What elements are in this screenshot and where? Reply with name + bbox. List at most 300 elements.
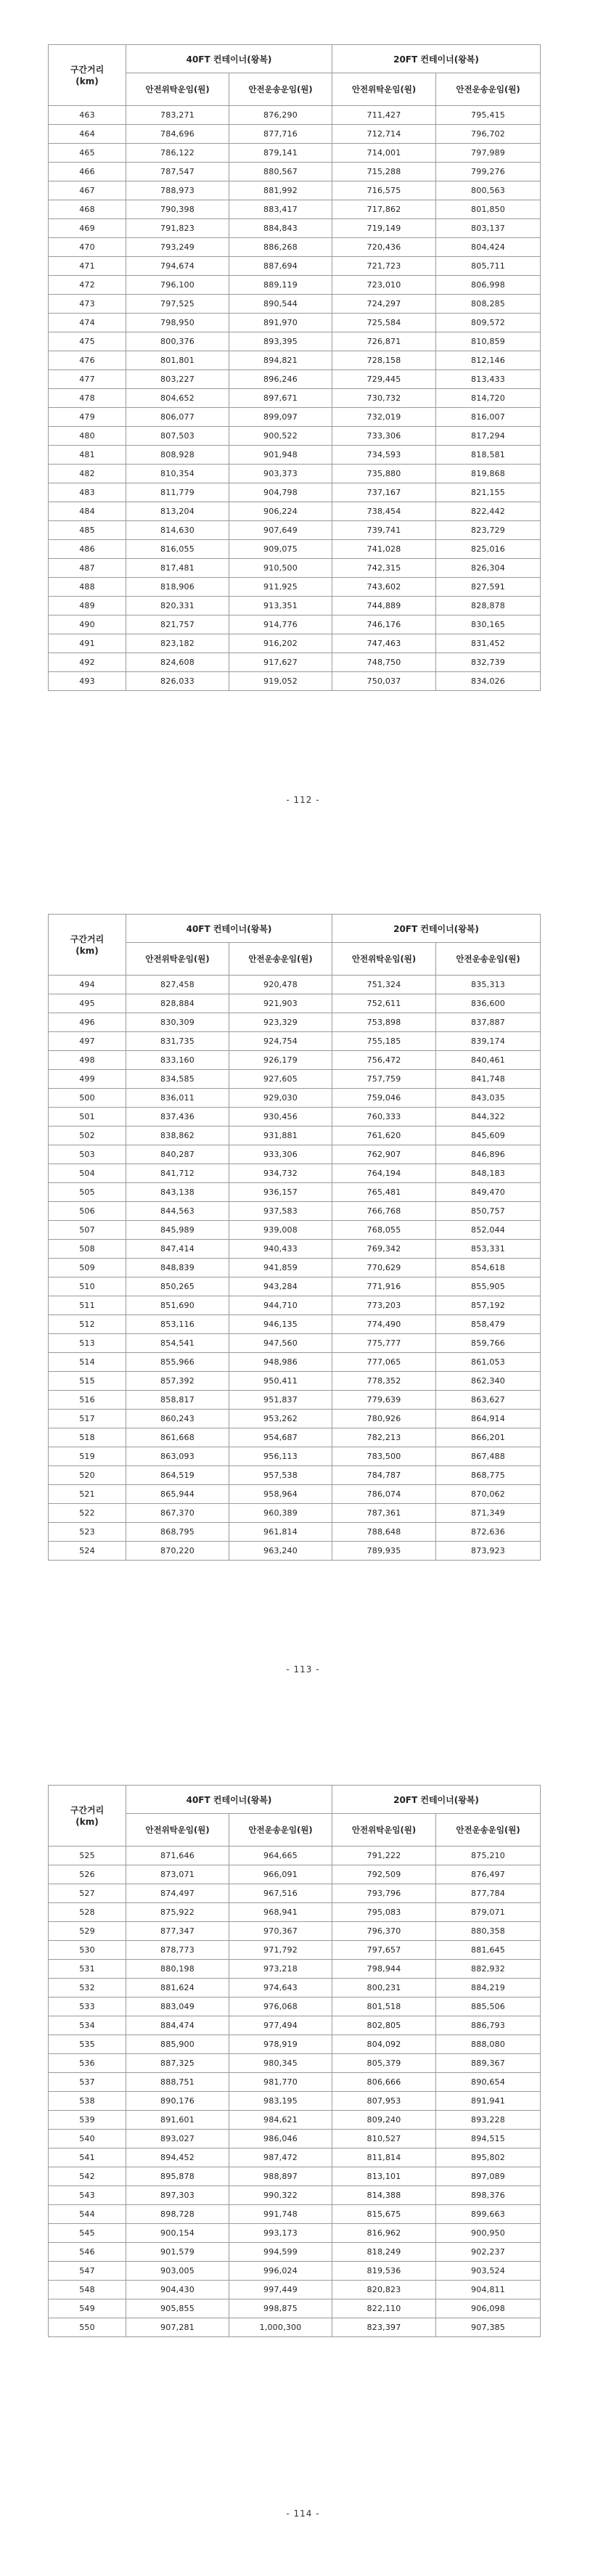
ft40-commission-cell: 863,093 xyxy=(126,1447,229,1466)
ft40-transport-cell: 911,925 xyxy=(229,578,332,597)
distance-cell: 506 xyxy=(49,1202,126,1221)
ft40-transport-cell: 974,643 xyxy=(229,1979,332,1998)
ft40-commission-cell: 864,519 xyxy=(126,1466,229,1485)
ft40-commission-cell: 888,751 xyxy=(126,2073,229,2092)
page-number: - 112 - xyxy=(286,795,320,805)
ft20-commission-cell: 780,926 xyxy=(332,1410,436,1428)
distance-cell: 475 xyxy=(49,332,126,351)
ft40-transport-cell: 904,798 xyxy=(229,483,332,502)
distance-cell: 474 xyxy=(49,314,126,332)
ft20-commission-cell: 809,240 xyxy=(332,2111,436,2130)
ft40-transport-cell: 917,627 xyxy=(229,653,332,672)
ft20-transport-cell: 804,424 xyxy=(436,238,541,257)
ft20-commission-cell: 779,639 xyxy=(332,1391,436,1410)
table-row xyxy=(49,2035,541,2054)
ft20-commission-cell: 732,019 xyxy=(332,408,436,427)
distance-cell: 520 xyxy=(49,1466,126,1485)
table-row xyxy=(49,1847,541,1865)
ft20-transport-cell: 858,479 xyxy=(436,1315,541,1334)
table-row xyxy=(49,106,541,125)
distance-cell: 527 xyxy=(49,1884,126,1903)
ft40-transport-cell: 1,000,300 xyxy=(229,2318,332,2337)
distance-cell: 486 xyxy=(49,540,126,559)
ft20-transport-cell: 831,452 xyxy=(436,634,541,653)
header-20ft: 20FT 컨테이너(왕복) xyxy=(332,915,541,943)
ft40-commission-cell: 820,331 xyxy=(126,597,229,616)
distance-header xyxy=(49,915,126,976)
ft40-transport-cell: 900,522 xyxy=(229,427,332,446)
distance-cell: 539 xyxy=(49,2111,126,2130)
ft20-transport-cell: 898,376 xyxy=(436,2186,541,2205)
ft40-commission-cell: 834,585 xyxy=(126,1070,229,1089)
table-row xyxy=(49,1032,541,1051)
ft40-commission-cell: 831,735 xyxy=(126,1032,229,1051)
ft20-transport-cell: 806,998 xyxy=(436,276,541,295)
ft20-transport-cell: 814,720 xyxy=(436,389,541,408)
ft40-commission-cell: 814,630 xyxy=(126,521,229,540)
ft20-commission-cell: 723,010 xyxy=(332,276,436,295)
ft20-transport-cell: 813,433 xyxy=(436,370,541,389)
ft20-commission-cell: 725,584 xyxy=(332,314,436,332)
table-row xyxy=(49,1127,541,1145)
ft40-transport-cell: 990,322 xyxy=(229,2186,332,2205)
distance-header-label: 구간거리 xyxy=(70,64,105,75)
ft20-commission-cell: 753,898 xyxy=(332,1013,436,1032)
distance-cell: 517 xyxy=(49,1410,126,1428)
ft20-transport-cell: 876,497 xyxy=(436,1865,541,1884)
table-row xyxy=(49,1164,541,1183)
ft40-commission-cell: 798,950 xyxy=(126,314,229,332)
ft40-transport-cell: 937,583 xyxy=(229,1202,332,1221)
ft40-commission-cell: 827,458 xyxy=(126,976,229,994)
ft40-commission-cell: 800,376 xyxy=(126,332,229,351)
header-40ft-transport: 안전운송운임(원) xyxy=(229,943,332,976)
distance-cell: 498 xyxy=(49,1051,126,1070)
table-row xyxy=(49,597,541,616)
ft20-commission-cell: 823,397 xyxy=(332,2318,436,2337)
distance-cell: 503 xyxy=(49,1145,126,1164)
ft40-commission-cell: 890,176 xyxy=(126,2092,229,2111)
ft40-commission-cell: 860,243 xyxy=(126,1410,229,1428)
header-40ft: 40FT 컨테이너(왕복) xyxy=(126,915,332,943)
ft20-transport-cell: 797,989 xyxy=(436,144,541,163)
ft20-commission-cell: 782,213 xyxy=(332,1428,436,1447)
distance-cell: 489 xyxy=(49,597,126,616)
ft40-commission-cell: 788,973 xyxy=(126,181,229,200)
ft40-transport-cell: 978,919 xyxy=(229,2035,332,2054)
table-row xyxy=(49,1315,541,1334)
ft20-commission-cell: 747,463 xyxy=(332,634,436,653)
ft20-commission-cell: 757,759 xyxy=(332,1070,436,1089)
ft20-transport-cell: 888,080 xyxy=(436,2035,541,2054)
ft20-commission-cell: 814,388 xyxy=(332,2186,436,2205)
distance-cell: 521 xyxy=(49,1485,126,1504)
table-row xyxy=(49,1051,541,1070)
distance-cell: 537 xyxy=(49,2073,126,2092)
ft20-transport-cell: 817,294 xyxy=(436,427,541,446)
ft20-transport-cell: 825,016 xyxy=(436,540,541,559)
rate-table-page-114 xyxy=(48,1785,541,2337)
ft20-transport-cell: 895,802 xyxy=(436,2148,541,2167)
ft20-transport-cell: 872,636 xyxy=(436,1523,541,1542)
ft40-commission-cell: 807,503 xyxy=(126,427,229,446)
header-40ft-commission: 안전위탁운임(원) xyxy=(126,73,229,106)
ft20-commission-cell: 775,777 xyxy=(332,1334,436,1353)
ft20-commission-cell: 770,629 xyxy=(332,1259,436,1277)
ft20-commission-cell: 773,203 xyxy=(332,1296,436,1315)
ft20-commission-cell: 797,657 xyxy=(332,1941,436,1960)
table-row xyxy=(49,2167,541,2186)
table-row xyxy=(49,389,541,408)
table-row xyxy=(49,2092,541,2111)
table-row xyxy=(49,1542,541,1561)
table-row xyxy=(49,1960,541,1979)
ft20-transport-cell: 903,524 xyxy=(436,2262,541,2281)
ft40-commission-cell: 883,049 xyxy=(126,1998,229,2016)
distance-cell: 540 xyxy=(49,2130,126,2148)
ft40-commission-cell: 847,414 xyxy=(126,1240,229,1259)
table-row xyxy=(49,2299,541,2318)
table-row xyxy=(49,578,541,597)
table-row xyxy=(49,125,541,144)
ft20-transport-cell: 890,654 xyxy=(436,2073,541,2092)
ft20-transport-cell: 857,192 xyxy=(436,1296,541,1315)
distance-cell: 469 xyxy=(49,219,126,238)
table-row xyxy=(49,1447,541,1466)
ft20-commission-cell: 818,249 xyxy=(332,2243,436,2262)
table-row xyxy=(49,2186,541,2205)
distance-cell: 526 xyxy=(49,1865,126,1884)
ft20-commission-cell: 819,536 xyxy=(332,2262,436,2281)
ft40-commission-cell: 848,839 xyxy=(126,1259,229,1277)
distance-cell: 534 xyxy=(49,2016,126,2035)
ft40-commission-cell: 786,122 xyxy=(126,144,229,163)
ft20-transport-cell: 904,811 xyxy=(436,2281,541,2299)
table-row xyxy=(49,616,541,634)
ft40-transport-cell: 960,389 xyxy=(229,1504,332,1523)
ft20-commission-cell: 811,814 xyxy=(332,2148,436,2167)
ft40-commission-cell: 824,608 xyxy=(126,653,229,672)
distance-cell: 532 xyxy=(49,1979,126,1998)
ft40-commission-cell: 790,398 xyxy=(126,200,229,219)
distance-cell: 471 xyxy=(49,257,126,276)
ft40-transport-cell: 929,030 xyxy=(229,1089,332,1108)
ft20-commission-cell: 788,648 xyxy=(332,1523,436,1542)
distance-cell: 490 xyxy=(49,616,126,634)
ft40-transport-cell: 941,859 xyxy=(229,1259,332,1277)
table-row xyxy=(49,1334,541,1353)
ft20-transport-cell: 810,859 xyxy=(436,332,541,351)
distance-cell: 496 xyxy=(49,1013,126,1032)
ft40-transport-cell: 890,544 xyxy=(229,295,332,314)
table-row xyxy=(49,502,541,521)
table-row xyxy=(49,1485,541,1504)
distance-cell: 488 xyxy=(49,578,126,597)
distance-cell: 491 xyxy=(49,634,126,653)
ft20-commission-cell: 743,602 xyxy=(332,578,436,597)
ft40-commission-cell: 881,624 xyxy=(126,1979,229,1998)
ft20-transport-cell: 836,600 xyxy=(436,994,541,1013)
ft40-transport-cell: 947,560 xyxy=(229,1334,332,1353)
ft20-transport-cell: 839,174 xyxy=(436,1032,541,1051)
ft40-transport-cell: 981,770 xyxy=(229,2073,332,2092)
table-row xyxy=(49,1391,541,1410)
ft20-commission-cell: 715,288 xyxy=(332,163,436,181)
ft20-transport-cell: 873,923 xyxy=(436,1542,541,1561)
ft40-commission-cell: 787,547 xyxy=(126,163,229,181)
table-row xyxy=(49,1922,541,1941)
ft40-commission-cell: 843,138 xyxy=(126,1183,229,1202)
distance-cell: 531 xyxy=(49,1960,126,1979)
ft40-transport-cell: 996,024 xyxy=(229,2262,332,2281)
ft20-commission-cell: 726,871 xyxy=(332,332,436,351)
ft40-commission-cell: 858,817 xyxy=(126,1391,229,1410)
ft20-transport-cell: 866,201 xyxy=(436,1428,541,1447)
distance-cell: 504 xyxy=(49,1164,126,1183)
ft20-transport-cell: 886,793 xyxy=(436,2016,541,2035)
ft40-commission-cell: 903,005 xyxy=(126,2262,229,2281)
ft20-commission-cell: 800,231 xyxy=(332,1979,436,1998)
ft20-transport-cell: 796,702 xyxy=(436,125,541,144)
table-row xyxy=(49,1183,541,1202)
table-row xyxy=(49,1145,541,1164)
ft40-commission-cell: 884,474 xyxy=(126,2016,229,2035)
ft20-commission-cell: 813,101 xyxy=(332,2167,436,2186)
table-row xyxy=(49,276,541,295)
distance-cell: 541 xyxy=(49,2148,126,2167)
distance-cell: 524 xyxy=(49,1542,126,1561)
ft20-commission-cell: 796,370 xyxy=(332,1922,436,1941)
distance-header xyxy=(49,45,126,106)
distance-cell: 463 xyxy=(49,106,126,125)
ft20-commission-cell: 769,342 xyxy=(332,1240,436,1259)
table-row xyxy=(49,2130,541,2148)
distance-cell: 515 xyxy=(49,1372,126,1391)
ft20-commission-cell: 711,427 xyxy=(332,106,436,125)
distance-cell: 495 xyxy=(49,994,126,1013)
ft20-transport-cell: 835,313 xyxy=(436,976,541,994)
header-20ft-commission: 안전위탁운임(원) xyxy=(332,943,436,976)
ft20-transport-cell: 805,711 xyxy=(436,257,541,276)
ft20-transport-cell: 834,026 xyxy=(436,672,541,691)
ft40-transport-cell: 887,694 xyxy=(229,257,332,276)
distance-cell: 478 xyxy=(49,389,126,408)
ft40-transport-cell: 984,621 xyxy=(229,2111,332,2130)
ft20-commission-cell: 724,297 xyxy=(332,295,436,314)
ft20-transport-cell: 853,331 xyxy=(436,1240,541,1259)
table-row xyxy=(49,1070,541,1089)
ft20-transport-cell: 900,950 xyxy=(436,2224,541,2243)
distance-cell: 499 xyxy=(49,1070,126,1089)
ft40-commission-cell: 898,728 xyxy=(126,2205,229,2224)
ft40-commission-cell: 796,100 xyxy=(126,276,229,295)
ft20-commission-cell: 717,862 xyxy=(332,200,436,219)
distance-cell: 510 xyxy=(49,1277,126,1296)
distance-cell: 543 xyxy=(49,2186,126,2205)
ft20-commission-cell: 712,714 xyxy=(332,125,436,144)
ft20-commission-cell: 806,666 xyxy=(332,2073,436,2092)
ft40-commission-cell: 808,928 xyxy=(126,446,229,465)
ft20-commission-cell: 771,916 xyxy=(332,1277,436,1296)
distance-cell: 470 xyxy=(49,238,126,257)
table-row xyxy=(49,238,541,257)
page-number: - 114 - xyxy=(286,2508,320,2519)
ft40-commission-cell: 784,696 xyxy=(126,125,229,144)
table-row xyxy=(49,1202,541,1221)
ft40-transport-cell: 876,290 xyxy=(229,106,332,125)
header-40ft-transport: 안전운송운임(원) xyxy=(229,1814,332,1847)
ft20-commission-cell: 739,741 xyxy=(332,521,436,540)
table-row xyxy=(49,465,541,483)
ft20-transport-cell: 827,591 xyxy=(436,578,541,597)
table-row xyxy=(49,427,541,446)
ft40-transport-cell: 961,814 xyxy=(229,1523,332,1542)
ft20-transport-cell: 849,470 xyxy=(436,1183,541,1202)
ft40-commission-cell: 840,287 xyxy=(126,1145,229,1164)
ft40-transport-cell: 919,052 xyxy=(229,672,332,691)
ft20-commission-cell: 764,194 xyxy=(332,1164,436,1183)
table-row xyxy=(49,1240,541,1259)
ft20-transport-cell: 882,932 xyxy=(436,1960,541,1979)
ft40-transport-cell: 934,732 xyxy=(229,1164,332,1183)
ft40-commission-cell: 845,989 xyxy=(126,1221,229,1240)
ft20-transport-cell: 855,905 xyxy=(436,1277,541,1296)
ft20-transport-cell: 854,618 xyxy=(436,1259,541,1277)
table-row xyxy=(49,1296,541,1315)
table-row xyxy=(49,559,541,578)
distance-cell: 507 xyxy=(49,1221,126,1240)
distance-cell: 522 xyxy=(49,1504,126,1523)
table-row xyxy=(49,1903,541,1922)
ft40-commission-cell: 857,392 xyxy=(126,1372,229,1391)
ft20-transport-cell: 891,941 xyxy=(436,2092,541,2111)
ft20-commission-cell: 746,176 xyxy=(332,616,436,634)
ft40-transport-cell: 977,494 xyxy=(229,2016,332,2035)
ft40-commission-cell: 865,944 xyxy=(126,1485,229,1504)
ft40-transport-cell: 967,516 xyxy=(229,1884,332,1903)
ft40-commission-cell: 891,601 xyxy=(126,2111,229,2130)
ft40-commission-cell: 854,541 xyxy=(126,1334,229,1353)
ft40-commission-cell: 821,757 xyxy=(126,616,229,634)
ft40-commission-cell: 853,116 xyxy=(126,1315,229,1334)
ft40-transport-cell: 897,671 xyxy=(229,389,332,408)
distance-cell: 477 xyxy=(49,370,126,389)
ft40-transport-cell: 968,941 xyxy=(229,1903,332,1922)
table-row xyxy=(49,1410,541,1428)
ft40-commission-cell: 887,325 xyxy=(126,2054,229,2073)
ft20-commission-cell: 778,352 xyxy=(332,1372,436,1391)
ft20-transport-cell: 830,165 xyxy=(436,616,541,634)
table-row xyxy=(49,521,541,540)
ft20-commission-cell: 730,732 xyxy=(332,389,436,408)
ft40-transport-cell: 963,240 xyxy=(229,1542,332,1561)
ft20-transport-cell: 906,098 xyxy=(436,2299,541,2318)
distance-cell: 508 xyxy=(49,1240,126,1259)
ft20-transport-cell: 837,887 xyxy=(436,1013,541,1032)
distance-cell: 467 xyxy=(49,181,126,200)
header-20ft-transport: 안전운송운임(원) xyxy=(436,73,541,106)
ft20-transport-cell: 902,237 xyxy=(436,2243,541,2262)
ft20-commission-cell: 733,306 xyxy=(332,427,436,446)
table-row xyxy=(49,2224,541,2243)
ft20-transport-cell: 880,358 xyxy=(436,1922,541,1941)
ft20-transport-cell: 889,367 xyxy=(436,2054,541,2073)
table-row xyxy=(49,2016,541,2035)
distance-cell: 547 xyxy=(49,2262,126,2281)
table-row xyxy=(49,257,541,276)
distance-cell: 525 xyxy=(49,1847,126,1865)
ft20-commission-cell: 744,889 xyxy=(332,597,436,616)
ft40-commission-cell: 826,033 xyxy=(126,672,229,691)
ft40-transport-cell: 971,792 xyxy=(229,1941,332,1960)
table-body xyxy=(49,1847,541,2337)
ft40-commission-cell: 871,646 xyxy=(126,1847,229,1865)
ft40-transport-cell: 910,500 xyxy=(229,559,332,578)
ft20-commission-cell: 729,445 xyxy=(332,370,436,389)
distance-cell: 494 xyxy=(49,976,126,994)
ft40-commission-cell: 894,452 xyxy=(126,2148,229,2167)
table-row xyxy=(49,2318,541,2337)
ft40-commission-cell: 838,862 xyxy=(126,1127,229,1145)
header-20ft-transport: 안전운송운임(원) xyxy=(436,943,541,976)
distance-cell: 480 xyxy=(49,427,126,446)
distance-cell: 497 xyxy=(49,1032,126,1051)
ft40-commission-cell: 870,220 xyxy=(126,1542,229,1561)
ft20-transport-cell: 877,784 xyxy=(436,1884,541,1903)
ft20-commission-cell: 786,074 xyxy=(332,1485,436,1504)
table-row xyxy=(49,144,541,163)
ft20-transport-cell: 870,062 xyxy=(436,1485,541,1504)
ft20-commission-cell: 719,149 xyxy=(332,219,436,238)
distance-cell: 464 xyxy=(49,125,126,144)
distance-header xyxy=(49,1786,126,1847)
ft40-commission-cell: 817,481 xyxy=(126,559,229,578)
ft20-transport-cell: 861,053 xyxy=(436,1353,541,1372)
ft40-transport-cell: 923,329 xyxy=(229,1013,332,1032)
ft40-transport-cell: 914,776 xyxy=(229,616,332,634)
table-row xyxy=(49,994,541,1013)
ft40-transport-cell: 907,649 xyxy=(229,521,332,540)
ft40-commission-cell: 868,795 xyxy=(126,1523,229,1542)
table-row xyxy=(49,653,541,672)
ft20-transport-cell: 843,035 xyxy=(436,1089,541,1108)
ft20-commission-cell: 810,527 xyxy=(332,2130,436,2148)
ft40-transport-cell: 987,472 xyxy=(229,2148,332,2167)
ft20-transport-cell: 823,729 xyxy=(436,521,541,540)
table-row xyxy=(49,1466,541,1485)
ft40-transport-cell: 879,141 xyxy=(229,144,332,163)
table-body xyxy=(49,976,541,1561)
distance-cell: 529 xyxy=(49,1922,126,1941)
ft40-commission-cell: 893,027 xyxy=(126,2130,229,2148)
ft40-transport-cell: 966,091 xyxy=(229,1865,332,1884)
distance-cell: 476 xyxy=(49,351,126,370)
ft40-transport-cell: 953,262 xyxy=(229,1410,332,1428)
ft20-commission-cell: 742,315 xyxy=(332,559,436,578)
ft20-commission-cell: 721,723 xyxy=(332,257,436,276)
page-number: - 113 - xyxy=(286,1664,320,1675)
ft20-transport-cell: 867,488 xyxy=(436,1447,541,1466)
table-row xyxy=(49,1941,541,1960)
distance-cell: 484 xyxy=(49,502,126,521)
ft40-commission-cell: 794,674 xyxy=(126,257,229,276)
ft20-commission-cell: 804,092 xyxy=(332,2035,436,2054)
distance-cell: 492 xyxy=(49,653,126,672)
ft40-commission-cell: 783,271 xyxy=(126,106,229,125)
ft40-commission-cell: 803,227 xyxy=(126,370,229,389)
table-row xyxy=(49,2262,541,2281)
header-40ft-transport: 안전운송운임(원) xyxy=(229,73,332,106)
